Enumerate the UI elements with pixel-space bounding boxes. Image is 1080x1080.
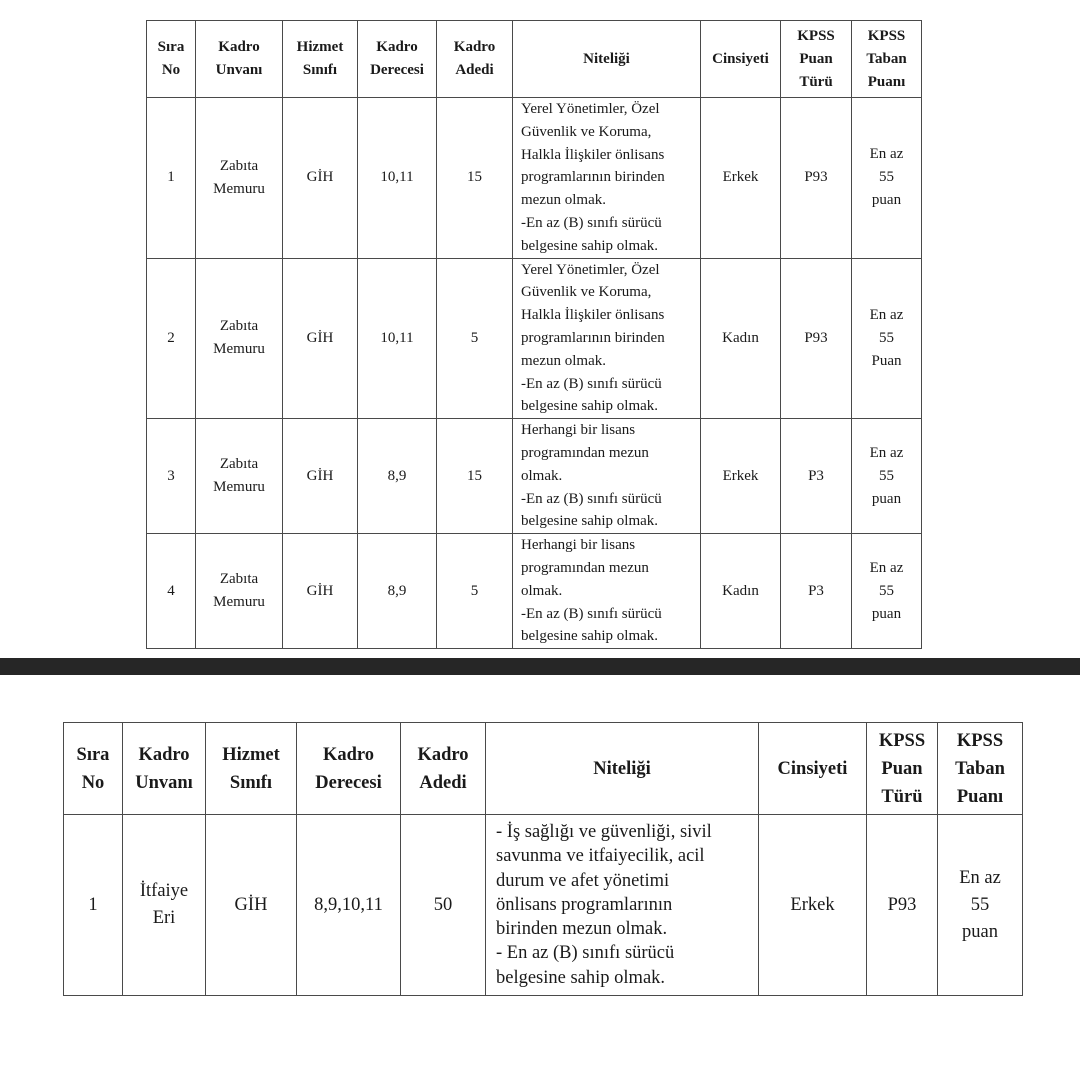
cell-derece: 8,9,10,11 <box>297 815 401 996</box>
cell-sira: 1 <box>147 98 196 259</box>
header-kadro-derecesi: Kadro Derecesi <box>358 21 437 98</box>
cell-taban-puan: En az 55 puan <box>852 534 922 649</box>
header-kpss-puan-turu: KPSS Puan Türü <box>781 21 852 98</box>
header-kadro-unvani: Kadro Unvanı <box>123 723 206 815</box>
header-kadro-adedi: Kadro Adedi <box>437 21 513 98</box>
header-niteligi: Niteliği <box>513 21 701 98</box>
header-kadro-unvani: Kadro Unvanı <box>196 21 283 98</box>
cell-unvan: Zabıta Memuru <box>196 419 283 534</box>
table-header-row <box>147 21 922 98</box>
cell-nitelik: Yerel Yönetimler, Özel Güvenlik ve Koruma, Halkla İlişkiler önlisans programlarının birinden mezun olmak. -En az (B) sınıfı sürücü belgesine sahip olmak. <box>513 98 701 259</box>
cell-adet: 50 <box>401 815 486 996</box>
cell-adet: 15 <box>437 419 513 534</box>
separator-bar <box>0 658 1080 675</box>
cell-sira: 4 <box>147 534 196 649</box>
cell-nitelik: - İş sağlığı ve güvenliği, sivil savunma ve itfaiyecilik, acil durum ve afet yönetimi önlisans programlarının birinden mezun olmak. - En az (B) sınıfı sürücü belgesine sahip olmak. <box>486 815 759 996</box>
cell-nitelik: Herhangi bir lisans programından mezun olmak. -En az (B) sınıfı sürücü belgesine sahip olmak. <box>513 534 701 649</box>
table-header-row <box>64 723 1023 815</box>
header-kadro-adedi: Kadro Adedi <box>401 723 486 815</box>
header-sira-no: Sıra No <box>147 21 196 98</box>
cell-cinsiyet: Kadın <box>701 258 781 419</box>
header-hizmet-sinifi: Hizmet Sınıfı <box>206 723 297 815</box>
cell-puan-turu: P3 <box>781 419 852 534</box>
cell-adet: 15 <box>437 98 513 259</box>
header-cinsiyeti: Cinsiyeti <box>759 723 867 815</box>
header-kadro-derecesi: Kadro Derecesi <box>297 723 401 815</box>
cell-derece: 10,11 <box>358 98 437 259</box>
cell-sinif: GİH <box>283 98 358 259</box>
cell-sira: 1 <box>64 815 123 996</box>
cell-derece: 8,9 <box>358 419 437 534</box>
cell-taban-puan: En az 55 puan <box>938 815 1023 996</box>
cell-sira: 3 <box>147 419 196 534</box>
cell-derece: 10,11 <box>358 258 437 419</box>
cell-puan-turu: P3 <box>781 534 852 649</box>
cell-unvan: Zabıta Memuru <box>196 534 283 649</box>
kadro-table-zabita <box>146 20 922 649</box>
cell-puan-turu: P93 <box>781 98 852 259</box>
cell-adet: 5 <box>437 258 513 419</box>
header-niteligi: Niteliği <box>486 723 759 815</box>
cell-nitelik: Herhangi bir lisans programından mezun olmak. -En az (B) sınıfı sürücü belgesine sahip olmak. <box>513 419 701 534</box>
cell-puan-turu: P93 <box>867 815 938 996</box>
cell-derece: 8,9 <box>358 534 437 649</box>
table-row <box>64 815 1023 996</box>
header-kpss-taban-puani: KPSS Taban Puanı <box>852 21 922 98</box>
cell-sinif: GİH <box>206 815 297 996</box>
cell-unvan: Zabıta Memuru <box>196 258 283 419</box>
cell-taban-puan: En az 55 puan <box>852 98 922 259</box>
cell-cinsiyet: Kadın <box>701 534 781 649</box>
kadro-table-itfaiye <box>63 722 1023 996</box>
cell-cinsiyet: Erkek <box>701 98 781 259</box>
cell-cinsiyet: Erkek <box>759 815 867 996</box>
cell-puan-turu: P93 <box>781 258 852 419</box>
cell-adet: 5 <box>437 534 513 649</box>
cell-sinif: GİH <box>283 534 358 649</box>
table-row <box>147 534 922 649</box>
cell-sinif: GİH <box>283 419 358 534</box>
cell-nitelik: Yerel Yönetimler, Özel Güvenlik ve Koruma, Halkla İlişkiler önlisans programlarının birinden mezun olmak. -En az (B) sınıfı sürücü belgesine sahip olmak. <box>513 258 701 419</box>
cell-cinsiyet: Erkek <box>701 419 781 534</box>
cell-taban-puan: En az 55 puan <box>852 419 922 534</box>
table-row <box>147 258 922 419</box>
cell-unvan: Zabıta Memuru <box>196 98 283 259</box>
table-row <box>147 98 922 259</box>
table-row <box>147 419 922 534</box>
cell-unvan: İtfaiye Eri <box>123 815 206 996</box>
cell-sinif: GİH <box>283 258 358 419</box>
cell-sira: 2 <box>147 258 196 419</box>
header-kpss-puan-turu: KPSS Puan Türü <box>867 723 938 815</box>
header-sira-no: Sıra No <box>64 723 123 815</box>
header-hizmet-sinifi: Hizmet Sınıfı <box>283 21 358 98</box>
cell-taban-puan: En az 55 Puan <box>852 258 922 419</box>
header-cinsiyeti: Cinsiyeti <box>701 21 781 98</box>
header-kpss-taban-puani: KPSS Taban Puanı <box>938 723 1023 815</box>
